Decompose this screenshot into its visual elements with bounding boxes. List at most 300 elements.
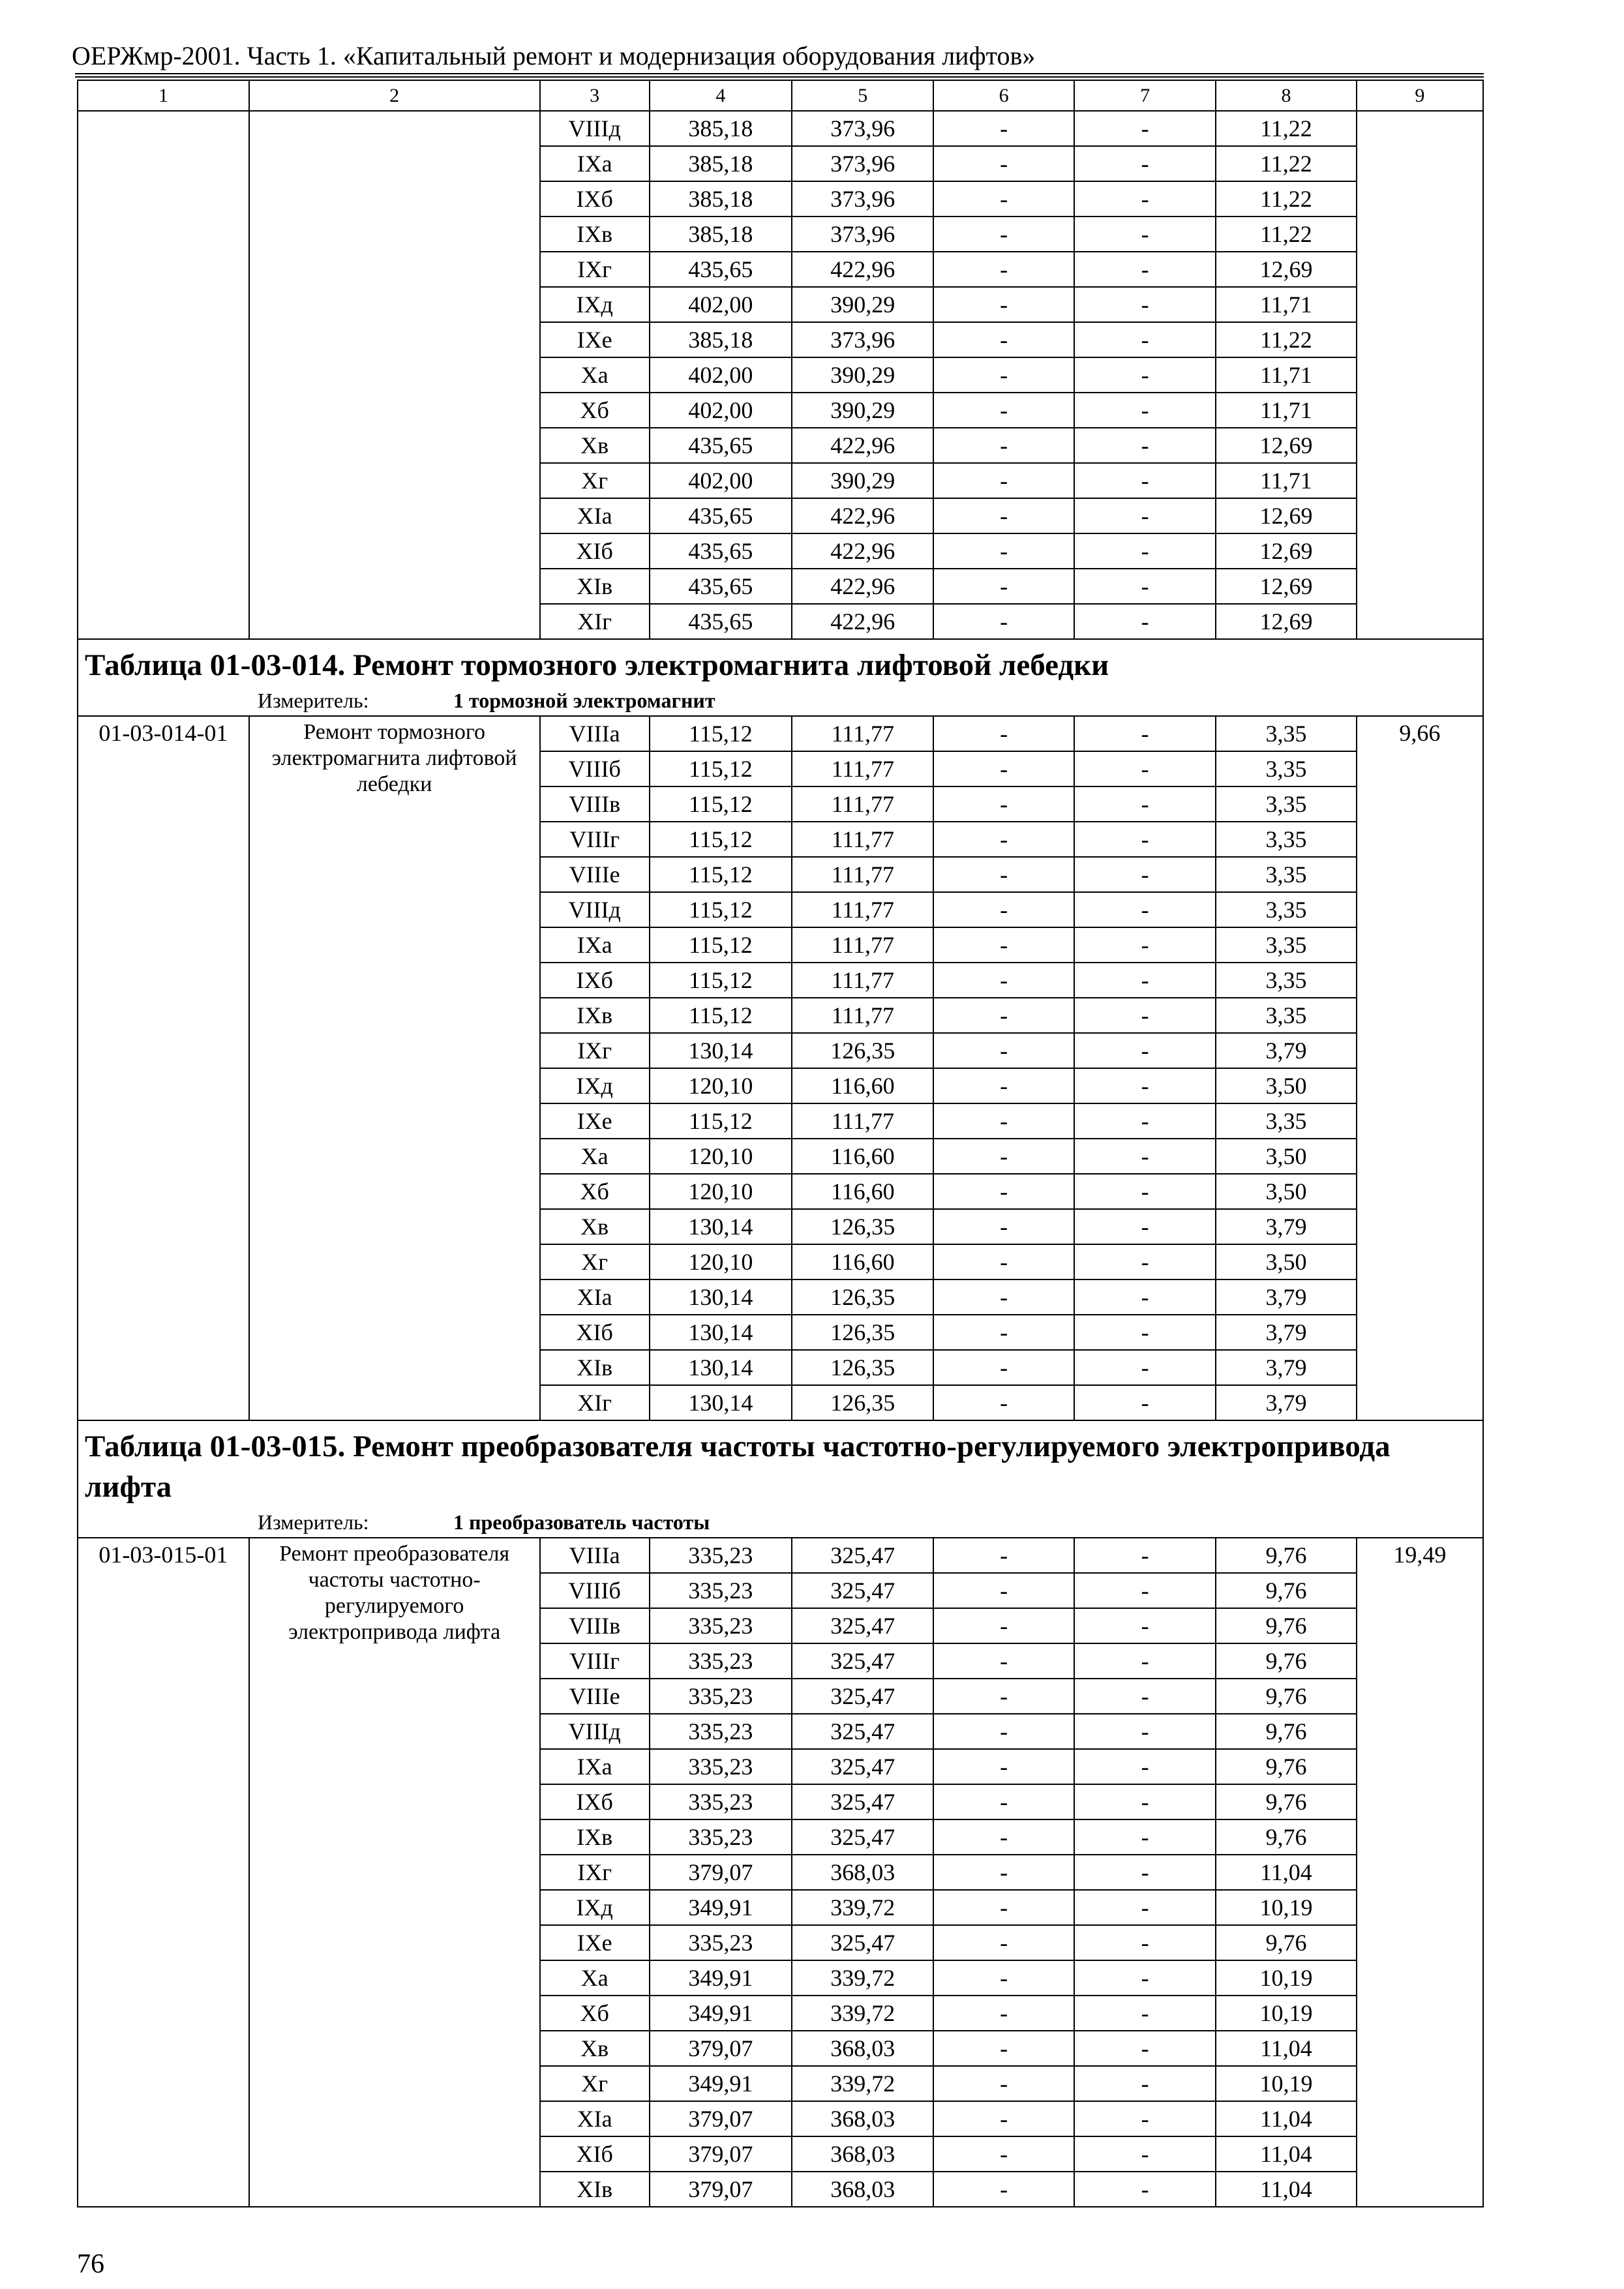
- col6-cell: -: [933, 1279, 1074, 1315]
- col5-cell: 325,47: [792, 1819, 933, 1855]
- col7-cell: -: [1074, 786, 1216, 822]
- col7-cell: -: [1074, 1139, 1216, 1174]
- col5-cell: 368,03: [792, 2101, 933, 2136]
- col8-cell: 10,19: [1216, 1960, 1356, 1996]
- col8-cell: 9,76: [1216, 1643, 1356, 1679]
- col5-cell: 116,60: [792, 1139, 933, 1174]
- col6-cell: -: [933, 2066, 1074, 2101]
- zone-cell: IXд: [540, 287, 650, 322]
- col6-cell: -: [933, 1244, 1074, 1279]
- col7-cell: -: [1074, 393, 1216, 428]
- col6-cell: -: [933, 1679, 1074, 1714]
- col4-cell: 335,23: [650, 1573, 792, 1608]
- col8-cell: 3,35: [1216, 751, 1356, 786]
- zone-cell: IXе: [540, 1103, 650, 1139]
- col8-cell: 10,19: [1216, 1996, 1356, 2031]
- zone-cell: XIг: [540, 1385, 650, 1420]
- description-cell: Ремонт преобразователя частоты частотно-регулируемого электропривода лифта: [249, 1538, 540, 2207]
- col6-cell: -: [933, 1643, 1074, 1679]
- col8-cell: 11,04: [1216, 2136, 1356, 2172]
- col5-cell: 111,77: [792, 998, 933, 1033]
- zone-cell: IXв: [540, 998, 650, 1033]
- col8-cell: 11,71: [1216, 357, 1356, 393]
- col5-cell: 373,96: [792, 322, 933, 357]
- col4-cell: 349,91: [650, 1996, 792, 2031]
- measure-label: Измеритель:: [258, 1510, 369, 1534]
- col7-cell: -: [1074, 533, 1216, 569]
- table-row: [78, 111, 1483, 146]
- col4-cell: 115,12: [650, 716, 792, 751]
- col8-cell: 11,22: [1216, 146, 1356, 181]
- zone-cell: Xв: [540, 428, 650, 463]
- col8-cell: 9,76: [1216, 1608, 1356, 1643]
- col4-cell: 335,23: [650, 1538, 792, 1573]
- col5-cell: 111,77: [792, 822, 933, 857]
- col5-cell: 325,47: [792, 1573, 933, 1608]
- col9-cell: 19,49: [1357, 1538, 1483, 2207]
- col7-cell: -: [1074, 287, 1216, 322]
- col5-cell: 390,29: [792, 287, 933, 322]
- zone-cell: XIа: [540, 1279, 650, 1315]
- col8-cell: 11,04: [1216, 2101, 1356, 2136]
- col4-cell: 379,07: [650, 1855, 792, 1890]
- col8-cell: 12,69: [1216, 252, 1356, 287]
- col6-cell: -: [933, 786, 1074, 822]
- col7-cell: -: [1074, 2031, 1216, 2066]
- col6-cell: -: [933, 146, 1074, 181]
- col8-cell: 11,04: [1216, 1855, 1356, 1890]
- col5-cell: 126,35: [792, 1033, 933, 1068]
- col7-cell: -: [1074, 1819, 1216, 1855]
- col4-cell: 335,23: [650, 1819, 792, 1855]
- col7-cell: -: [1074, 1749, 1216, 1784]
- col7-cell: -: [1074, 1538, 1216, 1573]
- col6-cell: -: [933, 252, 1074, 287]
- col8-cell: 3,79: [1216, 1033, 1356, 1068]
- col5-cell: 116,60: [792, 1174, 933, 1209]
- col5-cell: 422,96: [792, 533, 933, 569]
- col8-cell: 11,71: [1216, 463, 1356, 498]
- col8-cell: 11,71: [1216, 287, 1356, 322]
- col8-cell: 12,69: [1216, 604, 1356, 639]
- col7-cell: -: [1074, 1068, 1216, 1103]
- col5-cell: 116,60: [792, 1244, 933, 1279]
- table-title-row: [78, 639, 1483, 716]
- col8-cell: 3,50: [1216, 1068, 1356, 1103]
- zone-cell: VIIIв: [540, 1608, 650, 1643]
- col4-cell: 130,14: [650, 1350, 792, 1385]
- col4-cell: 385,18: [650, 146, 792, 181]
- col7-cell: -: [1074, 1279, 1216, 1315]
- col5-cell: 373,96: [792, 111, 933, 146]
- document-header: ОЕРЖмр-2001. Часть 1. «Капитальный ремонт и модернизация оборудования лифтов»: [72, 41, 1036, 70]
- zone-cell: Xг: [540, 2066, 650, 2101]
- col7-cell: -: [1074, 217, 1216, 252]
- zone-cell: VIIIа: [540, 1538, 650, 1573]
- col4-cell: 435,65: [650, 428, 792, 463]
- zone-cell: Xа: [540, 1960, 650, 1996]
- zone-cell: Xг: [540, 463, 650, 498]
- col4-cell: 379,07: [650, 2172, 792, 2207]
- zone-cell: Xб: [540, 393, 650, 428]
- zone-cell: VIIIг: [540, 822, 650, 857]
- col4-cell: 435,65: [650, 569, 792, 604]
- col7-cell: -: [1074, 716, 1216, 751]
- col7-cell: -: [1074, 1679, 1216, 1714]
- table-row: [78, 1538, 1483, 1573]
- col8-cell: 12,69: [1216, 428, 1356, 463]
- col8-cell: 3,50: [1216, 1139, 1356, 1174]
- col4-cell: 435,65: [650, 604, 792, 639]
- col4-cell: 402,00: [650, 357, 792, 393]
- zone-cell: IXд: [540, 1068, 650, 1103]
- col5-cell: 325,47: [792, 1608, 933, 1643]
- col5-cell: 111,77: [792, 857, 933, 892]
- table-title-cell: [78, 639, 1483, 716]
- col7-cell: -: [1074, 1960, 1216, 1996]
- col5-cell: 325,47: [792, 1749, 933, 1784]
- col7-cell: -: [1074, 857, 1216, 892]
- col8-cell: 3,35: [1216, 998, 1356, 1033]
- zone-cell: VIIIг: [540, 1643, 650, 1679]
- col7-cell: -: [1074, 181, 1216, 217]
- col8-cell: 3,35: [1216, 963, 1356, 998]
- zone-cell: XIв: [540, 569, 650, 604]
- col5-cell: 111,77: [792, 716, 933, 751]
- column-number-1: 1: [78, 80, 249, 111]
- zone-cell: IXе: [540, 322, 650, 357]
- col4-cell: 335,23: [650, 1714, 792, 1749]
- col7-cell: -: [1074, 1103, 1216, 1139]
- col8-cell: 3,79: [1216, 1315, 1356, 1350]
- col6-cell: -: [933, 963, 1074, 998]
- col7-cell: -: [1074, 604, 1216, 639]
- rates-table: [77, 80, 1484, 2207]
- col8-cell: 3,35: [1216, 786, 1356, 822]
- table-row: [78, 716, 1483, 751]
- col4-cell: 115,12: [650, 998, 792, 1033]
- col5-cell: 339,72: [792, 1996, 933, 2031]
- col6-cell: -: [933, 1103, 1074, 1139]
- col5-cell: 368,03: [792, 2136, 933, 2172]
- col7-cell: -: [1074, 1244, 1216, 1279]
- col7-cell: -: [1074, 1174, 1216, 1209]
- zone-cell: Xб: [540, 1174, 650, 1209]
- zone-cell: XIв: [540, 2172, 650, 2207]
- col6-cell: -: [933, 2101, 1074, 2136]
- zone-cell: XIа: [540, 498, 650, 533]
- header-rule: [75, 73, 1484, 74]
- col6-cell: -: [933, 2136, 1074, 2172]
- col4-cell: 130,14: [650, 1385, 792, 1420]
- col5-cell: 111,77: [792, 892, 933, 927]
- col6-cell: -: [933, 822, 1074, 857]
- col5-cell: 422,96: [792, 569, 933, 604]
- col5-cell: 373,96: [792, 146, 933, 181]
- col5-cell: 339,72: [792, 2066, 933, 2101]
- col8-cell: 9,76: [1216, 1749, 1356, 1784]
- col8-cell: 9,76: [1216, 1679, 1356, 1714]
- col7-cell: -: [1074, 998, 1216, 1033]
- col5-cell: 422,96: [792, 604, 933, 639]
- col4-cell: 385,18: [650, 111, 792, 146]
- col8-cell: 3,79: [1216, 1385, 1356, 1420]
- col8-cell: 3,35: [1216, 927, 1356, 963]
- col5-cell: 325,47: [792, 1925, 933, 1960]
- col6-cell: -: [933, 1573, 1074, 1608]
- col5-cell: 126,35: [792, 1279, 933, 1315]
- col4-cell: 115,12: [650, 751, 792, 786]
- col5-cell: 111,77: [792, 751, 933, 786]
- col7-cell: -: [1074, 146, 1216, 181]
- col4-cell: 435,65: [650, 252, 792, 287]
- col8-cell: 11,04: [1216, 2031, 1356, 2066]
- col8-cell: 9,76: [1216, 1573, 1356, 1608]
- col7-cell: -: [1074, 1033, 1216, 1068]
- zone-cell: XIб: [540, 1315, 650, 1350]
- col4-cell: 120,10: [650, 1068, 792, 1103]
- zone-cell: IXб: [540, 1784, 650, 1819]
- col6-cell: -: [933, 1784, 1074, 1819]
- col6-cell: -: [933, 1209, 1074, 1244]
- col6-cell: -: [933, 2031, 1074, 2066]
- col4-cell: 115,12: [650, 927, 792, 963]
- col6-cell: -: [933, 1749, 1074, 1784]
- col8-cell: 3,79: [1216, 1279, 1356, 1315]
- col6-cell: -: [933, 751, 1074, 786]
- col7-cell: -: [1074, 111, 1216, 146]
- zone-cell: IXг: [540, 1033, 650, 1068]
- zone-cell: IXд: [540, 1890, 650, 1925]
- col6-cell: -: [933, 322, 1074, 357]
- zone-cell: VIIIб: [540, 751, 650, 786]
- zone-cell: VIIIа: [540, 716, 650, 751]
- measure-label: Измеритель:: [258, 689, 369, 712]
- zone-cell: IXв: [540, 217, 650, 252]
- col4-cell: 335,23: [650, 1749, 792, 1784]
- table-title-row: [78, 1420, 1483, 1538]
- zone-cell: VIIIд: [540, 1714, 650, 1749]
- col6-cell: -: [933, 2172, 1074, 2207]
- col4-cell: 115,12: [650, 786, 792, 822]
- col4-cell: 435,65: [650, 533, 792, 569]
- col4-cell: 115,12: [650, 822, 792, 857]
- col5-cell: 368,03: [792, 2172, 933, 2207]
- col8-cell: 3,79: [1216, 1350, 1356, 1385]
- col5-cell: 422,96: [792, 428, 933, 463]
- zone-cell: VIIIб: [540, 1573, 650, 1608]
- col5-cell: 325,47: [792, 1784, 933, 1819]
- col6-cell: -: [933, 1385, 1074, 1420]
- col6-cell: -: [933, 716, 1074, 751]
- col6-cell: -: [933, 533, 1074, 569]
- col5-cell: 390,29: [792, 393, 933, 428]
- column-number-row: [78, 80, 1483, 111]
- col8-cell: 11,22: [1216, 111, 1356, 146]
- zone-cell: IXг: [540, 1855, 650, 1890]
- col7-cell: -: [1074, 751, 1216, 786]
- col4-cell: 435,65: [650, 498, 792, 533]
- col4-cell: 402,00: [650, 463, 792, 498]
- col7-cell: -: [1074, 1890, 1216, 1925]
- col6-cell: -: [933, 604, 1074, 639]
- column-number-3: 3: [540, 80, 650, 111]
- col6-cell: -: [933, 1608, 1074, 1643]
- col8-cell: 3,35: [1216, 857, 1356, 892]
- column-number-6: 6: [933, 80, 1074, 111]
- col4-cell: 120,10: [650, 1174, 792, 1209]
- col5-cell: 325,47: [792, 1538, 933, 1573]
- col6-cell: -: [933, 357, 1074, 393]
- col7-cell: -: [1074, 1855, 1216, 1890]
- col4-cell: 335,23: [650, 1679, 792, 1714]
- col6-cell: -: [933, 1996, 1074, 2031]
- col8-cell: 11,22: [1216, 217, 1356, 252]
- col7-cell: -: [1074, 2136, 1216, 2172]
- col8-cell: 9,76: [1216, 1714, 1356, 1749]
- rates-table-body: [78, 80, 1483, 2207]
- col5-cell: 116,60: [792, 1068, 933, 1103]
- col8-cell: 11,22: [1216, 181, 1356, 217]
- col4-cell: 120,10: [650, 1139, 792, 1174]
- col7-cell: -: [1074, 322, 1216, 357]
- table-title-cell: [78, 1420, 1483, 1538]
- col4-cell: 335,23: [650, 1643, 792, 1679]
- col6-cell: -: [933, 998, 1074, 1033]
- col6-cell: -: [933, 1174, 1074, 1209]
- col8-cell: 3,35: [1216, 892, 1356, 927]
- col8-cell: 11,71: [1216, 393, 1356, 428]
- col7-cell: -: [1074, 428, 1216, 463]
- col7-cell: -: [1074, 498, 1216, 533]
- col8-cell: 11,04: [1216, 2172, 1356, 2207]
- zone-cell: XIа: [540, 2101, 650, 2136]
- col5-cell: 368,03: [792, 1855, 933, 1890]
- col8-cell: 10,19: [1216, 1890, 1356, 1925]
- column-number-2: 2: [249, 80, 540, 111]
- col8-cell: 3,35: [1216, 716, 1356, 751]
- col4-cell: 379,07: [650, 2136, 792, 2172]
- table-title: Таблица 01-03-014. Ремонт тормозного электромагнита лифтовой лебедки: [85, 648, 1109, 682]
- col7-cell: -: [1074, 2101, 1216, 2136]
- col4-cell: 335,23: [650, 1784, 792, 1819]
- col8-cell: 9,76: [1216, 1925, 1356, 1960]
- col7-cell: -: [1074, 1714, 1216, 1749]
- col7-cell: -: [1074, 1350, 1216, 1385]
- zone-cell: VIIIв: [540, 786, 650, 822]
- measure-value: 1 тормозной электромагнит: [453, 689, 715, 712]
- col5-cell: 325,47: [792, 1714, 933, 1749]
- col8-cell: 3,50: [1216, 1244, 1356, 1279]
- col6-cell: -: [933, 217, 1074, 252]
- col6-cell: -: [933, 498, 1074, 533]
- table-title: Таблица 01-03-015. Ремонт преобразователя частоты частотно-регулируемого электропривода лифта: [85, 1429, 1391, 1504]
- col4-cell: 385,18: [650, 217, 792, 252]
- zone-cell: VIIIд: [540, 111, 650, 146]
- col8-cell: 3,35: [1216, 1103, 1356, 1139]
- zone-cell: IXг: [540, 252, 650, 287]
- col8-cell: 9,76: [1216, 1784, 1356, 1819]
- col5-cell: 368,03: [792, 2031, 933, 2066]
- col5-cell: 126,35: [792, 1315, 933, 1350]
- col5-cell: 111,77: [792, 963, 933, 998]
- col4-cell: 402,00: [650, 393, 792, 428]
- col6-cell: -: [933, 1350, 1074, 1385]
- zone-cell: XIв: [540, 1350, 650, 1385]
- col4-cell: 335,23: [650, 1925, 792, 1960]
- col5-cell: 373,96: [792, 217, 933, 252]
- page-number: 76: [77, 2249, 104, 2279]
- col8-cell: 9,76: [1216, 1819, 1356, 1855]
- col5-cell: 325,47: [792, 1679, 933, 1714]
- col8-cell: 12,69: [1216, 533, 1356, 569]
- zone-cell: Xг: [540, 1244, 650, 1279]
- col7-cell: -: [1074, 822, 1216, 857]
- col7-cell: -: [1074, 1209, 1216, 1244]
- col5-cell: 422,96: [792, 498, 933, 533]
- col5-cell: 325,47: [792, 1643, 933, 1679]
- code-cell: 01-03-015-01: [78, 1538, 249, 2207]
- zone-cell: IXб: [540, 181, 650, 217]
- col4-cell: 335,23: [650, 1608, 792, 1643]
- col6-cell: -: [933, 1890, 1074, 1925]
- col6-cell: -: [933, 463, 1074, 498]
- measure-line: [85, 1510, 1476, 1534]
- col6-cell: -: [933, 857, 1074, 892]
- code-cell: 01-03-014-01: [78, 716, 249, 1420]
- col6-cell: -: [933, 428, 1074, 463]
- col8-cell: 12,69: [1216, 569, 1356, 604]
- col6-cell: -: [933, 287, 1074, 322]
- col4-cell: 115,12: [650, 892, 792, 927]
- column-number-5: 5: [792, 80, 933, 111]
- col8-cell: 10,19: [1216, 2066, 1356, 2101]
- col7-cell: -: [1074, 1573, 1216, 1608]
- col4-cell: 130,14: [650, 1279, 792, 1315]
- col6-cell: -: [933, 111, 1074, 146]
- col4-cell: 402,00: [650, 287, 792, 322]
- zone-cell: VIIIе: [540, 857, 650, 892]
- col7-cell: -: [1074, 2066, 1216, 2101]
- col7-cell: -: [1074, 1315, 1216, 1350]
- col8-cell: 3,79: [1216, 1209, 1356, 1244]
- zone-cell: IXа: [540, 146, 650, 181]
- col4-cell: 349,91: [650, 2066, 792, 2101]
- zone-cell: IXа: [540, 1749, 650, 1784]
- measure-value: 1 преобразователь частоты: [453, 1510, 710, 1534]
- col7-cell: -: [1074, 927, 1216, 963]
- col5-cell: 422,96: [792, 252, 933, 287]
- col9-cell: [1357, 111, 1483, 639]
- col4-cell: 115,12: [650, 857, 792, 892]
- col8-cell: 11,22: [1216, 322, 1356, 357]
- col5-cell: 373,96: [792, 181, 933, 217]
- col6-cell: -: [933, 1960, 1074, 1996]
- col5-cell: 390,29: [792, 463, 933, 498]
- col7-cell: -: [1074, 2172, 1216, 2207]
- col8-cell: 3,50: [1216, 1174, 1356, 1209]
- col6-cell: -: [933, 1315, 1074, 1350]
- col5-cell: 339,72: [792, 1960, 933, 1996]
- col8-cell: 12,69: [1216, 498, 1356, 533]
- col7-cell: -: [1074, 892, 1216, 927]
- col7-cell: -: [1074, 963, 1216, 998]
- col8-cell: 9,76: [1216, 1538, 1356, 1573]
- col6-cell: -: [933, 1139, 1074, 1174]
- code-cell: [78, 111, 249, 639]
- zone-cell: XIб: [540, 2136, 650, 2172]
- col7-cell: -: [1074, 1925, 1216, 1960]
